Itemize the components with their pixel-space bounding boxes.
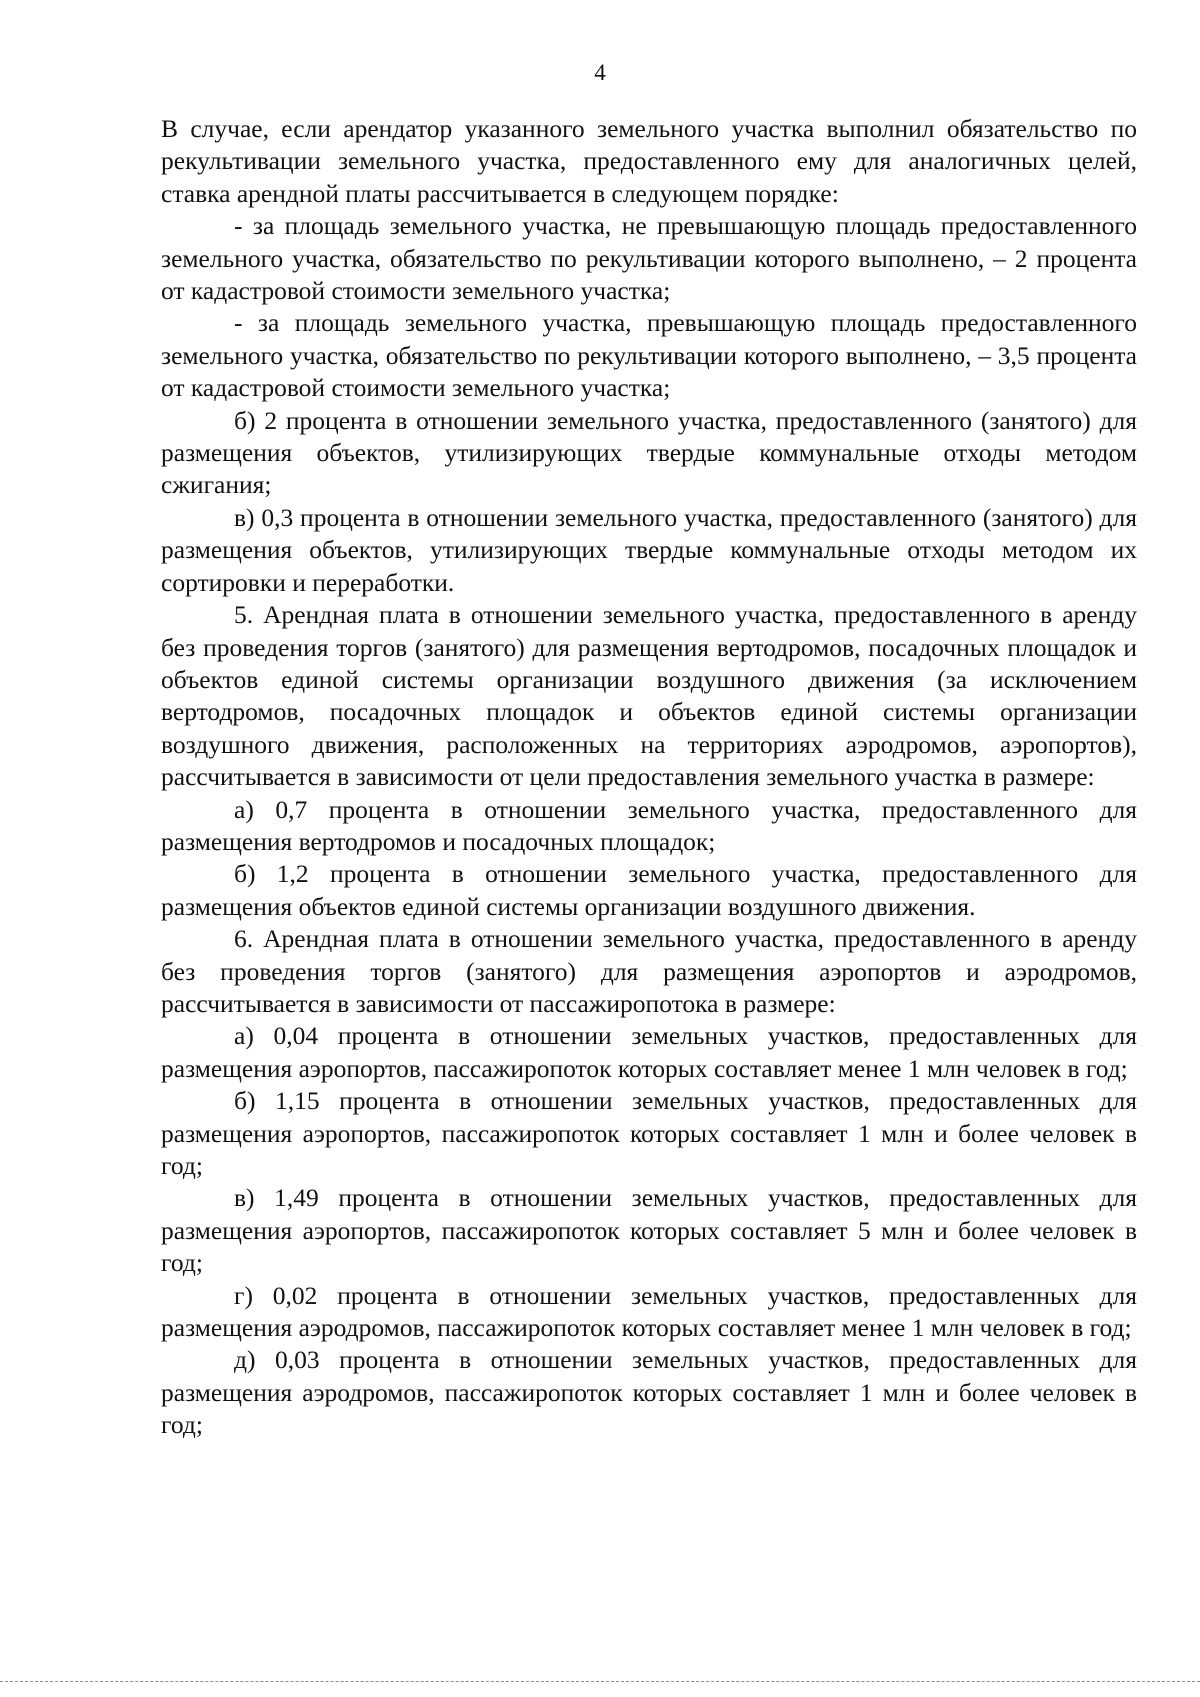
paragraph-section-6-d: д) 0,03 процента в отношении земельных участков, предоставленных для размещения аэродромов, пассажиропоток которых составляет 1 млн и более человек в год; <box>161 1345 1137 1440</box>
paragraph-area-exceeding: - за площадь земельного участка, превышающую площадь предоставленного земельного участка, обязательство по рекультивации которого выполнено, – 3,5 процента от кадастровой стоимости земельного участка; <box>161 308 1137 403</box>
paragraph-section-5: 5. Арендная плата в отношении земельного участка, предоставленного в аренду без проведения торгов (занятого) для размещения вертодромов, посадочных площадок и объектов единой системы организации воздушного движения (за исключением вертодромов, посадочных площадок и объектов единой системы организации воздушного движения, расположенных на территориях аэродромов, аэропортов), рассчитывается в зависимости от цели предоставления земельного участка в размере: <box>161 600 1137 792</box>
paragraph-section-6-v: в) 1,49 процента в отношении земельных участков, предоставленных для размещения аэропортов, пассажиропоток которых составляет 5 млн и более человек в год; <box>161 1183 1137 1278</box>
paragraph-item-b-incineration: б) 2 процента в отношении земельного участка, предоставленного (занятого) для размещения объектов, утилизирующих твердые коммунальные отходы методом сжигания; <box>161 405 1137 500</box>
paragraph-rent-rate-intro: В случае, если арендатор указанного земельного участка выполнил обязательство по рекультивации земельного участка, предоставленного ему для аналогичных целей, ставка арендной платы рассчитывается в следующем порядке: <box>161 114 1137 208</box>
document-body <box>161 113 1137 1442</box>
paragraph-area-not-exceeding: - за площадь земельного участка, не превышающую площадь предоставленного земельного участка, обязательство по рекультивации которого выполнено, – 2 процента от кадастровой стоимости земельного участка; <box>161 211 1137 306</box>
paragraph-section-5-a: а) 0,7 процента в отношении земельного участка, предоставленного для размещения вертодромов и посадочных площадок; <box>161 794 1137 856</box>
paragraph-item-v-sorting: в) 0,3 процента в отношении земельного участка, предоставленного (занятого) для размещения объектов, утилизирующих твердые коммунальные отходы методом их сортировки и переработки. <box>161 502 1137 597</box>
paragraph-section-6-a: а) 0,04 процента в отношении земельных участков, предоставленных для размещения аэропортов, пассажиропоток которых составляет менее 1 млн человек в год; <box>161 1021 1137 1083</box>
paragraph-section-6: 6. Арендная плата в отношении земельного участка, предоставленного в аренду без проведения торгов (занятого) для размещения аэропортов и аэродромов, рассчитывается в зависимости от пассажиропотока в размере: <box>161 924 1137 1018</box>
paragraph-section-5-b: б) 1,2 процента в отношении земельного участка, предоставленного для размещения объектов единой системы организации воздушного движения. <box>161 859 1137 921</box>
paragraph-section-6-b: б) 1,15 процента в отношении земельных участков, предоставленных для размещения аэропортов, пассажиропоток которых составляет 1 млн и более человек в год; <box>161 1086 1137 1180</box>
paragraph-section-6-g: г) 0,02 процента в отношении земельных участков, предоставленных для размещения аэродромов, пассажиропоток которых составляет менее 1 млн человек в год; <box>161 1280 1137 1343</box>
page-number: 4 <box>594 60 606 85</box>
scan-bottom-edge-line <box>0 1681 1200 1682</box>
